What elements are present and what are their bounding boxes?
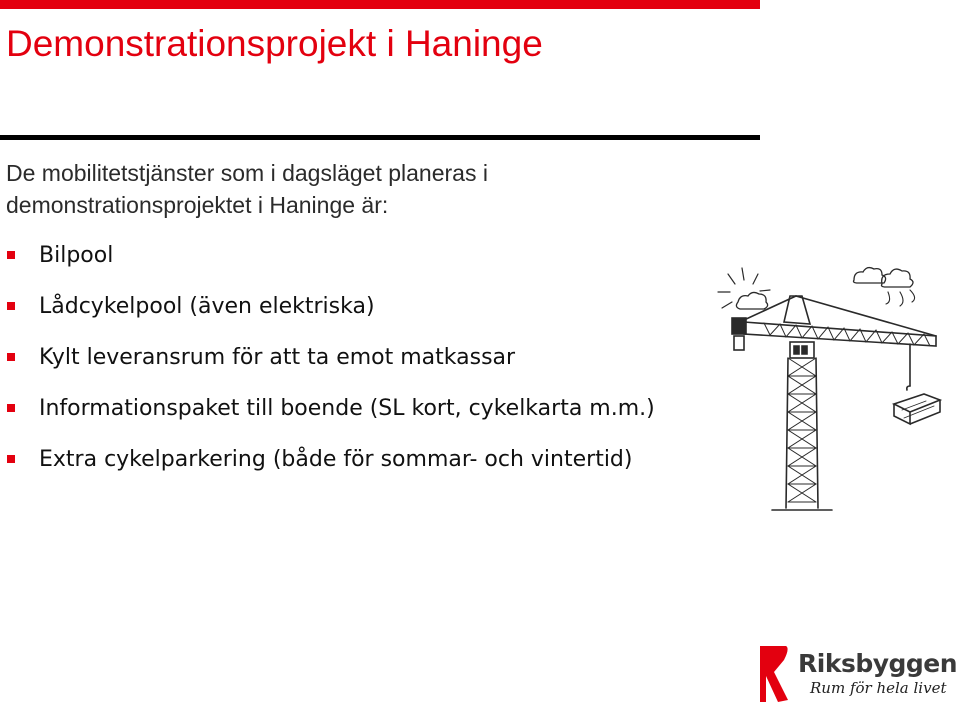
list-item bbox=[6, 444, 726, 476]
construction-crane-icon bbox=[704, 260, 960, 520]
bullet-square-icon bbox=[7, 302, 15, 310]
logo-name: Riksbyggen bbox=[798, 649, 958, 678]
bullet-text: Informationspaket till boende (SL kort, cykelkarta m.m.) bbox=[39, 396, 655, 421]
bullet-text: Extra cykelparkering (både för sommar- och vintertid) bbox=[39, 447, 633, 472]
list-item bbox=[6, 240, 726, 272]
bullet-text: Kylt leveransrum för att ta emot matkassar bbox=[39, 345, 516, 370]
riksbyggen-logo bbox=[758, 642, 958, 704]
bullet-square-icon bbox=[7, 404, 15, 412]
list-item bbox=[6, 291, 726, 323]
intro-text: De mobilitetstjänster som i dagsläget planeras i demonstrationsprojektet i Haninge är: bbox=[6, 160, 488, 218]
list-item bbox=[6, 393, 726, 425]
bullet-square-icon bbox=[7, 353, 15, 361]
slide-title: Demonstrationsprojekt i Haninge bbox=[6, 23, 543, 64]
title-divider bbox=[0, 135, 760, 140]
bullet-square-icon bbox=[7, 455, 15, 463]
top-accent-bar bbox=[0, 0, 760, 9]
bullet-list bbox=[6, 240, 726, 495]
bullet-square-icon bbox=[7, 251, 15, 259]
bullet-text: Bilpool bbox=[39, 243, 114, 268]
bullet-text: Lådcykelpool (även elektriska) bbox=[39, 294, 375, 319]
riksbyggen-logo-icon bbox=[758, 642, 790, 704]
list-item bbox=[6, 342, 726, 374]
logo-tagline: Rum för hela livet bbox=[810, 679, 947, 697]
